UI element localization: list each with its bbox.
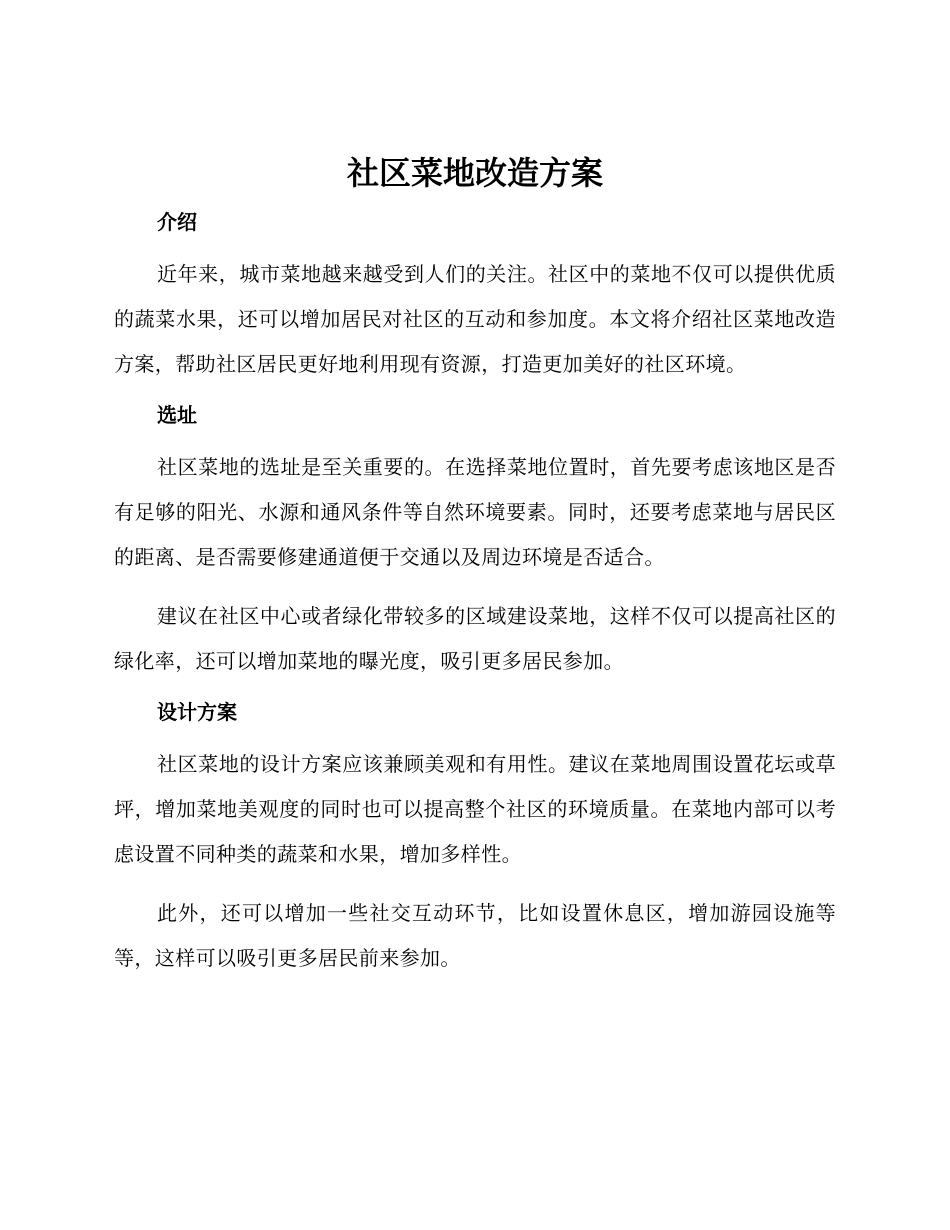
section-heading-site-selection: 选址 bbox=[157, 403, 197, 427]
site-selection-paragraph-2: 建议在社区中心或者绿化带较多的区域建设菜地，这样不仅可以提高社区的绿化率，还可以增加菜地的曝光度，吸引更多居民参加。 bbox=[114, 604, 836, 673]
site-selection-paragraph-1: 社区菜地的选址是至关重要的。在选择菜地位置时，首先要考虑该地区是否有足够的阳光、水源和通风条件等自然环境要素。同时，还要考虑菜地与居民区的距离、是否需要修建通道便于交通以及周边环境是否适合。 bbox=[114, 455, 836, 569]
document-title: 社区菜地改造方案 bbox=[346, 154, 603, 192]
design-plan-paragraph-2: 此外，还可以增加一些社交互动环节，比如设置休息区，增加游园设施等等，这样可以吸引更多居民前来参加。 bbox=[114, 901, 836, 970]
section-heading-intro: 介绍 bbox=[157, 210, 197, 234]
intro-paragraph: 近年来，城市菜地越来越受到人们的关注。社区中的菜地不仅可以提供优质的蔬菜水果，还可以增加居民对社区的互动和参加度。本文将介绍社区菜地改造方案，帮助社区居民更好地利用现有资源，打造更加美好的社区环境。 bbox=[114, 262, 836, 376]
design-plan-paragraph-1: 社区菜地的设计方案应该兼顾美观和有用性。建议在菜地周围设置花坛或草坪，增加菜地美观度的同时也可以提高整个社区的环境质量。在菜地内部可以考虑设置不同种类的蔬菜和水果，增加多样性。 bbox=[114, 752, 836, 866]
section-heading-design-plan: 设计方案 bbox=[157, 700, 237, 724]
